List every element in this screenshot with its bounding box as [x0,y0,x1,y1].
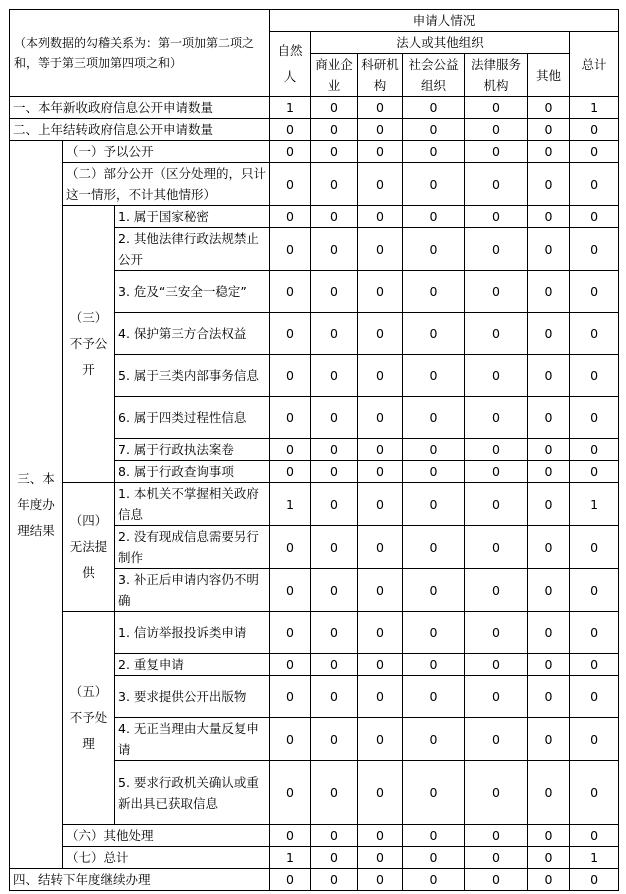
value-cell: 0 [358,483,403,526]
table-row [10,97,619,119]
value-cell: 0 [358,847,403,869]
value-cell: 0 [528,869,570,891]
row-label: 6. 属于四类过程性信息 [115,397,270,439]
value-cell: 0 [570,612,619,654]
value-cell: 0 [465,612,528,654]
value-cell: 0 [270,718,311,761]
value-cell: 0 [358,526,403,569]
value-cell: 0 [270,271,311,313]
value-cell: 0 [403,483,465,526]
row-label: （六）其他处理 [63,825,270,847]
value-cell: 0 [528,355,570,397]
value-cell: 0 [403,163,465,206]
value-cell: 0 [528,163,570,206]
value-cell: 0 [570,355,619,397]
table-row [10,119,619,141]
value-cell: 0 [358,761,403,825]
value-cell: 0 [311,313,358,355]
value-cell: 0 [465,206,528,228]
value-cell: 0 [311,825,358,847]
row-label: 2. 其他法律行政法规禁止公开 [115,228,270,271]
value-cell: 0 [311,97,358,119]
value-cell: 1 [270,847,311,869]
value-cell: 0 [270,163,311,206]
header-social-welfare: 社会公益组织 [403,54,465,97]
value-cell: 0 [570,526,619,569]
row-label: 4. 保护第三方合法权益 [115,313,270,355]
value-cell: 0 [311,676,358,718]
value-cell: 0 [403,355,465,397]
value-cell: 0 [270,461,311,483]
value-cell: 0 [311,206,358,228]
table-row [10,141,619,163]
header-legal-group: 法人或其他组织 [311,32,570,54]
value-cell: 0 [570,569,619,612]
header-note: （本列数据的勾稽关系为：第一项加第二项之和，等于第三项加第四项之和） [10,10,270,97]
value-cell: 0 [570,718,619,761]
value-cell: 0 [358,313,403,355]
value-cell: 0 [465,228,528,271]
value-cell: 0 [465,676,528,718]
row-label: 8. 属于行政查询事项 [115,461,270,483]
row-label: 2. 没有现成信息需要另行制作 [115,526,270,569]
value-cell: 0 [311,654,358,676]
value-cell: 0 [403,847,465,869]
table-row [10,206,619,228]
value-cell: 0 [403,439,465,461]
value-cell: 0 [311,119,358,141]
value-cell: 0 [528,206,570,228]
value-cell: 0 [465,483,528,526]
value-cell: 0 [270,439,311,461]
row-label: 3. 危及“三安全一稳定” [115,271,270,313]
row-label: 二、上年结转政府信息公开申请数量 [10,119,270,141]
value-cell: 0 [403,869,465,891]
value-cell: 0 [270,355,311,397]
row-label: 一、本年新收政府信息公开申请数量 [10,97,270,119]
value-cell: 0 [570,825,619,847]
value-cell: 0 [311,847,358,869]
value-cell: 0 [358,676,403,718]
value-cell: 0 [403,461,465,483]
value-cell: 0 [358,869,403,891]
value-cell: 0 [358,141,403,163]
value-cell: 0 [570,119,619,141]
value-cell: 0 [311,228,358,271]
value-cell: 0 [403,206,465,228]
value-cell: 0 [270,654,311,676]
header-total: 总计 [570,32,619,97]
value-cell: 0 [528,461,570,483]
value-cell: 0 [465,163,528,206]
value-cell: 0 [465,461,528,483]
value-cell: 0 [465,869,528,891]
value-cell: 0 [311,761,358,825]
value-cell: 0 [311,718,358,761]
value-cell: 0 [403,97,465,119]
header-natural-person: 自然人 [270,32,311,97]
value-cell: 0 [311,483,358,526]
group-4-label: （四）无法提供 [63,483,115,612]
value-cell: 0 [465,761,528,825]
value-cell: 0 [465,141,528,163]
value-cell: 0 [528,313,570,355]
value-cell: 0 [570,141,619,163]
value-cell: 0 [358,119,403,141]
value-cell: 0 [528,119,570,141]
row-label: （七）总计 [63,847,270,869]
value-cell: 0 [403,271,465,313]
value-cell: 0 [270,313,311,355]
value-cell: 0 [528,761,570,825]
value-cell: 0 [528,825,570,847]
value-cell: 0 [528,676,570,718]
value-cell: 0 [570,271,619,313]
value-cell: 0 [570,676,619,718]
value-cell: 0 [403,141,465,163]
row-label: 3. 要求提供公开出版物 [115,676,270,718]
value-cell: 0 [570,439,619,461]
row-label: 1. 属于国家秘密 [115,206,270,228]
value-cell: 0 [528,847,570,869]
value-cell: 0 [528,526,570,569]
value-cell: 0 [270,825,311,847]
value-cell: 0 [358,461,403,483]
group-3-label: （三）不予公开 [63,206,115,483]
header-commercial: 商业企业 [311,54,358,97]
header-research: 科研机构 [358,54,403,97]
value-cell: 0 [270,761,311,825]
value-cell: 0 [570,313,619,355]
value-cell: 0 [270,869,311,891]
value-cell: 0 [465,439,528,461]
value-cell: 0 [311,397,358,439]
value-cell: 0 [465,397,528,439]
value-cell: 0 [528,718,570,761]
value-cell: 0 [528,228,570,271]
value-cell: 0 [358,271,403,313]
header-other: 其他 [528,54,570,97]
row-label: （一）予以公开 [63,141,270,163]
value-cell: 0 [270,612,311,654]
section-3-label: 三、本年度办理结果 [10,141,63,869]
value-cell: 0 [311,461,358,483]
table-row [10,847,619,869]
value-cell: 0 [403,654,465,676]
value-cell: 0 [270,206,311,228]
value-cell: 0 [528,612,570,654]
value-cell: 0 [403,397,465,439]
value-cell: 0 [465,119,528,141]
value-cell: 0 [270,228,311,271]
value-cell: 0 [528,483,570,526]
value-cell: 0 [403,526,465,569]
value-cell: 0 [311,271,358,313]
value-cell: 0 [465,847,528,869]
gov-info-disclosure-table [9,9,619,891]
value-cell: 0 [358,163,403,206]
value-cell: 0 [311,355,358,397]
value-cell: 0 [570,654,619,676]
value-cell: 0 [403,718,465,761]
value-cell: 0 [270,119,311,141]
value-cell: 0 [358,355,403,397]
header-applicant-situation: 申请人情况 [270,10,619,32]
value-cell: 0 [528,439,570,461]
value-cell: 0 [311,439,358,461]
value-cell: 1 [570,847,619,869]
value-cell: 0 [358,228,403,271]
value-cell: 0 [358,397,403,439]
value-cell: 0 [465,526,528,569]
value-cell: 0 [403,761,465,825]
value-cell: 0 [311,569,358,612]
value-cell: 0 [465,97,528,119]
value-cell: 0 [358,825,403,847]
row-label: 四、结转下年度继续办理 [10,869,270,891]
group-5-label: （五）不予处理 [63,612,115,825]
value-cell: 0 [528,141,570,163]
value-cell: 0 [528,654,570,676]
value-cell: 0 [358,439,403,461]
table-row [10,163,619,206]
value-cell: 0 [270,526,311,569]
value-cell: 0 [358,206,403,228]
value-cell: 1 [570,483,619,526]
value-cell: 1 [270,97,311,119]
row-label: 1. 信访举报投诉类申请 [115,612,270,654]
value-cell: 0 [270,569,311,612]
header-legal-service: 法律服务机构 [465,54,528,97]
value-cell: 0 [528,97,570,119]
value-cell: 0 [570,206,619,228]
value-cell: 0 [403,825,465,847]
table-row [10,869,619,891]
row-label: （二）部分公开（区分处理的，只计这一情形，不计其他情形） [63,163,270,206]
value-cell: 0 [570,461,619,483]
value-cell: 0 [270,397,311,439]
value-cell: 0 [570,397,619,439]
value-cell: 0 [403,612,465,654]
value-cell: 0 [465,271,528,313]
value-cell: 0 [270,141,311,163]
value-cell: 0 [270,676,311,718]
value-cell: 0 [311,141,358,163]
row-label: 5. 要求行政机关确认或重新出具已获取信息 [115,761,270,825]
value-cell: 0 [403,569,465,612]
row-label: 2. 重复申请 [115,654,270,676]
value-cell: 0 [528,569,570,612]
value-cell: 0 [465,825,528,847]
row-label: 3. 补正后申请内容仍不明确 [115,569,270,612]
row-label: 7. 属于行政执法案卷 [115,439,270,461]
value-cell: 0 [311,163,358,206]
value-cell: 0 [358,97,403,119]
value-cell: 0 [311,869,358,891]
value-cell: 0 [403,228,465,271]
value-cell: 0 [465,654,528,676]
row-label: 5. 属于三类内部事务信息 [115,355,270,397]
value-cell: 0 [570,761,619,825]
value-cell: 0 [358,569,403,612]
value-cell: 0 [403,119,465,141]
value-cell: 1 [570,97,619,119]
table-row [10,825,619,847]
value-cell: 1 [270,483,311,526]
value-cell: 0 [358,654,403,676]
value-cell: 0 [570,869,619,891]
value-cell: 0 [311,526,358,569]
value-cell: 0 [403,676,465,718]
value-cell: 0 [311,612,358,654]
value-cell: 0 [570,228,619,271]
value-cell: 0 [403,313,465,355]
value-cell: 0 [465,355,528,397]
value-cell: 0 [358,612,403,654]
value-cell: 0 [465,569,528,612]
value-cell: 0 [570,163,619,206]
value-cell: 0 [465,313,528,355]
value-cell: 0 [465,718,528,761]
value-cell: 0 [358,718,403,761]
table-row [10,483,619,526]
value-cell: 0 [528,397,570,439]
table-row [10,612,619,654]
row-label: 4. 无正当理由大量反复申请 [115,718,270,761]
row-label: 1. 本机关不掌握相关政府信息 [115,483,270,526]
value-cell: 0 [528,271,570,313]
